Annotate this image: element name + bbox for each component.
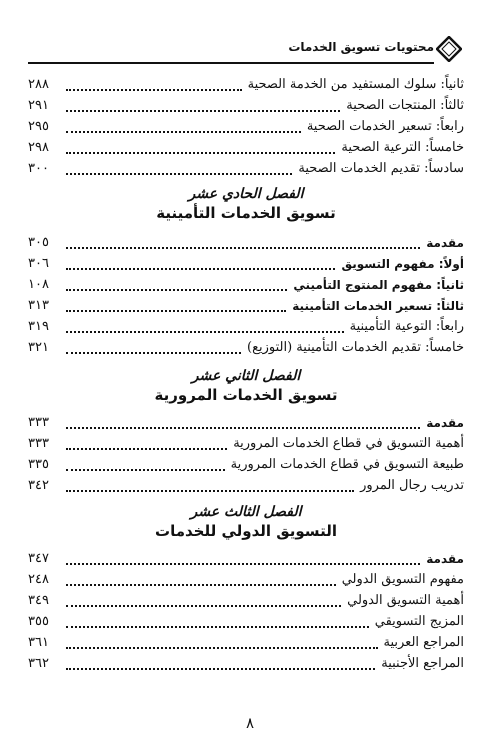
toc-row[interactable]: خامساً: الترعية الصحية ٢٩٨ — [28, 140, 464, 155]
toc-row[interactable]: ثالثاً: تسعير الخدمات التأمينية ٣١٣ — [28, 298, 464, 313]
toc-row[interactable]: أولاً: مفهوم التسويق ٣٠٦ — [28, 256, 464, 271]
toc-row[interactable]: مقدمة ٣٤٧ — [28, 551, 464, 566]
toc-row[interactable]: رابعاً: التوعية التأمينية ٣١٩ — [28, 319, 464, 334]
toc-chapter-13 — [28, 548, 464, 674]
chapter-title: تسويق الخدمات التأمينية — [156, 204, 336, 222]
toc-row[interactable]: مقدمة ٣٣٣ — [28, 415, 464, 430]
toc-row[interactable]: المزيج التسويقي ٣٥٥ — [28, 614, 464, 629]
page-number: ٨ — [245, 714, 255, 732]
chapter-heading — [28, 504, 464, 540]
toc-row[interactable]: مقدمة ٣٠٥ — [28, 235, 464, 250]
chapter-ornament: الفصل الثالث عشر — [190, 504, 302, 520]
running-header-title: محتويات تسويق الخدمات — [288, 40, 434, 54]
toc-row[interactable]: ثالثاً: المنتجات الصحية ٢٩١ — [28, 98, 464, 113]
toc-row[interactable]: ثانياً: مفهوم المنتوج التأميني ١٠٨ — [28, 277, 464, 292]
toc-row[interactable]: أهمية التسويق في قطاع الخدمات المرورية ٣٣٣ — [28, 436, 464, 451]
toc-row[interactable]: ثانياً: سلوك المستفيد من الخدمة الصحية ٢٨٨ — [28, 77, 464, 92]
toc-row[interactable]: رابعاً: تسعير الخدمات الصحية ٢٩٥ — [28, 119, 464, 134]
chapter-title: التسويق الدولي للخدمات — [155, 522, 337, 540]
diamond-ornament-icon — [436, 36, 462, 62]
toc-row[interactable]: المراجع الأجنبية ٣٦٢ — [28, 656, 464, 671]
toc-row[interactable]: تدريب رجال المرور ٣٤٢ — [28, 478, 464, 493]
toc-row[interactable]: طبيعة التسويق في قطاع الخدمات المرورية ٣٣٥ — [28, 457, 464, 472]
chapter-heading — [28, 368, 464, 404]
toc-section-health — [28, 74, 464, 179]
chapter-title: تسويق الخدمات المرورية — [154, 386, 338, 404]
toc-chapter-12 — [28, 412, 464, 496]
chapter-heading — [28, 186, 464, 222]
toc-chapter-11 — [28, 232, 464, 358]
toc-row[interactable]: أهمية التسويق الدولي ٣٤٩ — [28, 593, 464, 608]
chapter-ornament: الفصل الثاني عشر — [191, 368, 301, 384]
toc-row[interactable]: مفهوم التسويق الدولي ٢٤٨ — [28, 572, 464, 587]
toc-row[interactable]: سادساً: تقديم الخدمات الصحية ٣٠٠ — [28, 161, 464, 176]
toc-row[interactable]: المراجع العربية ٣٦١ — [28, 635, 464, 650]
chapter-ornament: الفصل الحادي عشر — [188, 186, 304, 202]
toc-row[interactable]: خامساً: تقديم الخدمات التأمينية (التوزيع) ٣٢١ — [28, 340, 464, 355]
